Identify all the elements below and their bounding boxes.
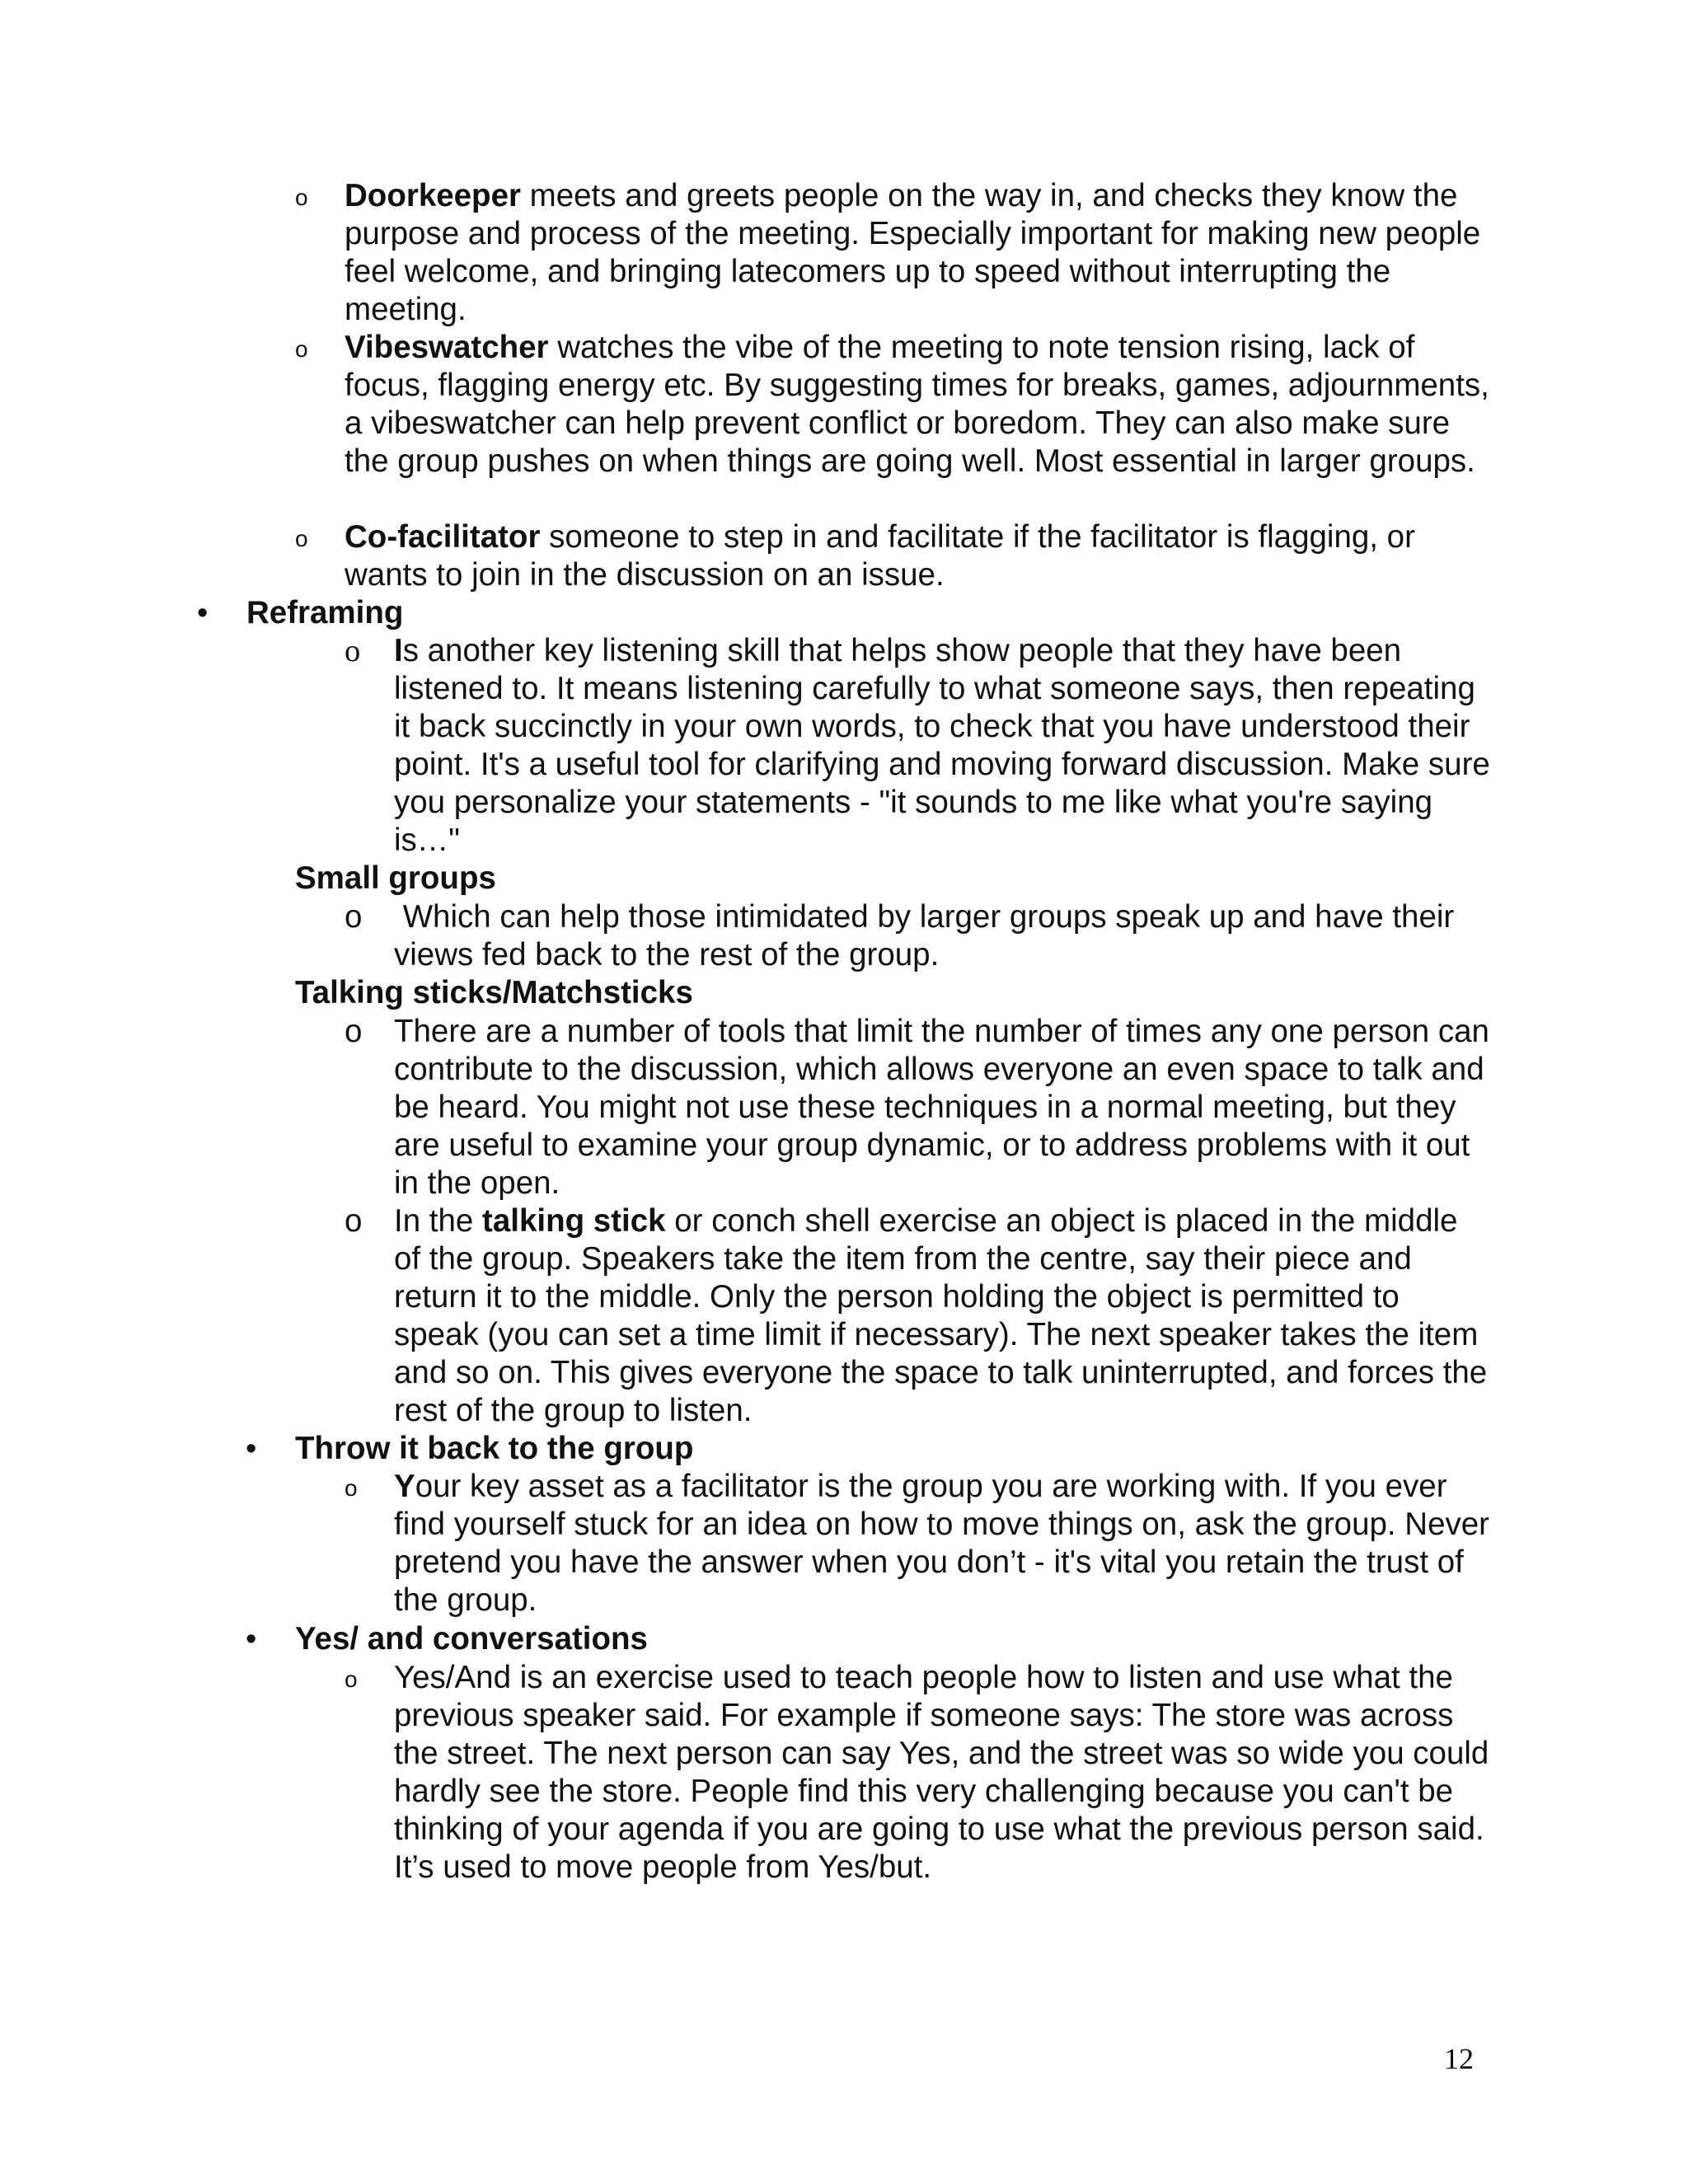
list-item-talking-sticks-tools <box>345 1013 1492 1202</box>
heading-yes-and: Yes/ and conversations <box>295 1621 648 1657</box>
section-throw-back <box>246 1430 1449 1468</box>
bullet-marker: • <box>246 1622 257 1657</box>
term-talking-stick: talking stick <box>482 1203 666 1239</box>
sub-bullet-marker: o <box>295 336 308 362</box>
section-small-groups <box>295 860 1449 898</box>
section-reframing <box>197 594 1400 632</box>
sub-bullet-marker: o <box>345 1203 363 1239</box>
description-small-groups: Which can help those intimidated by larger groups speak up and have their views fed back to the rest of the group. <box>394 899 1463 972</box>
sub-bullet-marker: o <box>345 899 363 935</box>
description-doorkeeper: meets and greets people on the way in, and checks they know the purpose and process of the meeting. Especially important for making new people feel welcome, and bringing latecomers up to speed without interrupting the meeting. <box>345 178 1481 327</box>
term-doorkeeper: Doorkeeper <box>345 178 521 213</box>
description-throw-back: our key asset as a facilitator is the group you are working with. If you ever find yourself stuck for an idea on how to move things on, ask the group. Never pretend you have the answer when you don’t - it's vital you retain the trust of the group. <box>394 1469 1489 1618</box>
section-yes-and <box>246 1620 1449 1658</box>
description-co-facilitator: someone to step in and facilitate if the facilitator is flagging, or wants to join in the discussion on an issue. <box>345 519 1415 593</box>
list-item-doorkeeper <box>295 177 1490 329</box>
heading-reframing: Reframing <box>246 595 404 630</box>
bullet-marker: • <box>246 1432 257 1466</box>
section-talking-sticks <box>295 974 1449 1012</box>
list-item-co-facilitator <box>295 518 1490 594</box>
sub-bullet-marker: o <box>345 1014 363 1049</box>
description-yes-and: Yes/And is an exercise used to teach people how to listen and use what the previous speaker said. For example if someone says: The store was across the street. The next person can say Yes, and the street was so wide you could hardly see the store. People find this very challenging because you can't be thinking of your agenda if you are going to use what the previous person said. It’s used to move people from Yes/but. <box>394 1660 1503 1885</box>
heading-talking-sticks: Talking sticks/Matchsticks <box>295 975 693 1010</box>
description-reframing: s another key listening skill that helps show people that they have been listened to. It means listening carefully to what someone says, then repeating it back succinctly in your own words, to check that you have understood their point. It's a useful tool for clarifying and moving forward discussion. Make sure you personalize your statements - "it sounds to me like what you're saying is…" <box>394 633 1490 858</box>
bullet-marker: • <box>197 596 209 630</box>
list-item-yes-and <box>345 1659 1503 1886</box>
sub-bullet-marker: o <box>345 634 361 668</box>
list-item-small-groups <box>345 898 1490 974</box>
heading-throw-back: Throw it back to the group <box>295 1431 694 1466</box>
heading-small-groups: Small groups <box>295 860 496 896</box>
page-number: 12 <box>1444 2042 1474 2075</box>
description-talking-sticks-tools: There are a number of tools that limit the number of times any one person can contribute to the discussion, which allows everyone an even space to talk and be heard. You might not use these techniques in a normal meeting, but they are useful to examine your group dynamic, or to address problems with it out in the open. <box>394 1014 1489 1201</box>
sub-bullet-marker: o <box>345 1475 358 1501</box>
term-co-facilitator: Co-facilitator <box>345 519 541 555</box>
sub-bullet-marker: o <box>295 526 308 551</box>
list-item-throw-back: o Your key asset as a facilitator is the group you are working with. If you ever find yourself stuck for an idea on how to move things on, ask the group. Never pretend you have the answer when you don’t - it's vital you retain the trust of the group. <box>345 1469 1489 1618</box>
description-vibeswatcher: watches the vibe of the meeting to note tension rising, lack of focus, flagging energy etc. By suggesting times for breaks, games, adjournments, a vibeswatcher can help prevent conflict or boredom. They can also make sure the group pushes on when things are going well. Most essential in larger groups. <box>345 330 1489 479</box>
list-item-talking-stick-exercise: o In the talking stick or conch shell exercise an object is placed in the middle of the group. Speakers take the item from the centre, say their piece and return it to the middle. Only the person holding the object is permitted to speak (you can set a time limit if necessary). The next speaker takes the item and so on. This gives everyone the space to talk uninterrupted, and forces the rest of the group to listen. <box>345 1203 1488 1428</box>
sub-bullet-marker: o <box>345 1666 358 1692</box>
term-vibeswatcher: Vibeswatcher <box>345 330 549 365</box>
list-item-vibeswatcher <box>295 329 1490 480</box>
sub-bullet-marker: o <box>295 185 308 210</box>
list-item-reframing: o Is another key listening skill that helps show people that they have been listened to. It means listening carefully to what someone says, then repeating it back succinctly in your own words, to check that you have understood their point. It's a useful tool for clarifying and moving forward discussion. Make sure you personalize your statements - "it sounds to me like what you're saying is…" <box>345 633 1490 858</box>
